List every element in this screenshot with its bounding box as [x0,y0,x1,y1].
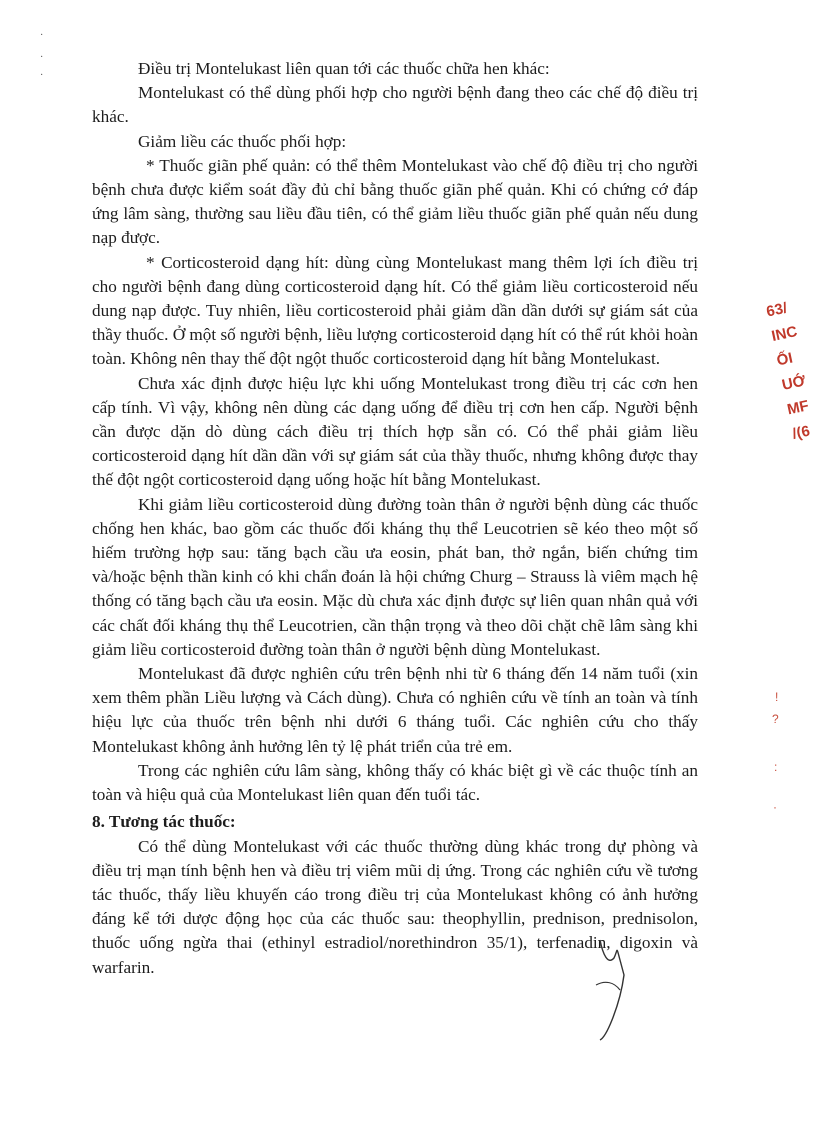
paragraph-intro: Điều trị Montelukast liên quan tới các thuốc chữa hen khác: [138,59,550,78]
scan-speck: · [40,52,44,63]
paragraph-combination: Montelukast có thể dùng phối hợp cho người bệnh đang theo các chế độ điều trị khác. [92,83,698,127]
paragraph-pediatric: Montelukast đã được nghiên cứu trên bệnh nhi từ 6 tháng đến 14 năm tuổi (xin xem thêm phần Liều lượng và Cách dùng). Chưa có nghiên cứu về tính an toàn và tính hiệu lực của thuốc trên bệnh nhi dưới 6 tháng tuổi. Các nghiên cứu cho thấy Montelukast không ảnh hưởng lên tỷ lệ phát triển của trẻ em. [92,664,698,756]
paragraph-systemic-corticosteroid: Khi giảm liều corticosteroid dùng đường toàn thân ở người bệnh dùng các thuốc chống hen khác, bao gồm các thuốc đối kháng thụ thể Leucotrien sẽ kéo theo một số hiếm trường hợp sau: tăng bạch cầu ưa eosin, phát ban, thở ngắn, biến chứng tim và/hoặc bệnh thần kinh có khi chẩn đoán là hội chứng Churg – Strauss là viêm mạch hệ thống có tăng bạch cầu ưa eosin. Mặc dù chưa xác định được sự liên quan nhân quả với các chất đối kháng thụ thể Leucotrien, cần thận trọng và theo dõi chặt chẽ lâm sàng khi giảm liều corticosteroid đường toàn thân ở người bệnh dùng Montelukast. [92,494,698,659]
paragraph-interactions: Có thể dùng Montelukast với các thuốc thường dùng khác trong dự phòng và điều trị mạn tính bệnh hen và điều trị viêm mũi dị ứng. Trong các nghiên cứu về tương tác thuốc, thấy liều khuyến cáo trong điều trị của Montelukast không có ảnh hưởng đáng kể tới dược động học của các thuốc sau: theophyllin, prednison, prednisolon, thuốc uống ngừa thai (ethinyl estradiol/norethindron 35/1), terfenadin, digoxin và warfarin. [92,836,698,977]
paragraph-inhaled-corticosteroid: * Corticosteroid dạng hít: dùng cùng Montelukast mang thêm lợi ích điều trị cho người bệnh đang dùng corticosteroid dạng hít. Có thể giảm liều corticosteroid nếu dung nạp được. Tuy nhiên, liều corticosteroid phải giảm dần dần dưới sự giám sát của thầy thuốc. Ở một số người bệnh, liều lượng corticosteroid dạng hít có thể rút khỏi hoàn toàn. Không nên thay thế đột ngột thuốc corticosteroid dạng hít bằng Montelukast. [92,252,698,369]
stamp-text: 63/ INC ỐI UỚ MF /(6 [764,299,812,443]
document-body [92,57,698,980]
scan-speck: · [40,30,44,41]
stamp-fragment [764,299,812,450]
paragraph-dose-reduction: Giảm liều các thuốc phối hợp: [138,131,347,151]
red-mark: ? [772,712,779,726]
red-mark: ! [775,690,779,704]
paragraph-bronchodilator: * Thuốc giãn phế quản: có thể thêm Montelukast vào chế độ điều trị cho người bệnh chưa được kiểm soát đầy đủ chỉ bằng thuốc giãn phế quản. Khi có chứng cớ đáp ứng lâm sàng, thường sau liều đầu tiên, có thể giảm liều thuốc giãn phế quản nếu dung nạp được. [92,155,698,248]
red-mark: · [773,800,777,814]
paragraph-age: Trong các nghiên cứu lâm sàng, không thấy có khác biệt gì về các thuộc tính an toàn và hiệu quả của Montelukast liên quan đến tuổi tác. [92,760,698,805]
red-mark: : [774,760,778,774]
paragraph-acute-asthma: Chưa xác định được hiệu lực khi uống Montelukast trong điều trị các cơn hen cấp tính. Vì vậy, không nên dùng các dạng uống để điều trị cơn hen cấp. Người bệnh cần được dặn dò dùng cách điều trị thích hợp sẵn có. Có thể phải giảm liều corticosteroid dạng hít dần dần với sự giám sát của thầy thuốc, nhưng không được thay thế đột ngột corticosteroid dạng uống hoặc hít bằng Montelukast. [92,373,698,490]
section-heading-interactions: 8. Tương tác thuốc: [92,812,236,832]
scan-speck: · [40,70,44,81]
